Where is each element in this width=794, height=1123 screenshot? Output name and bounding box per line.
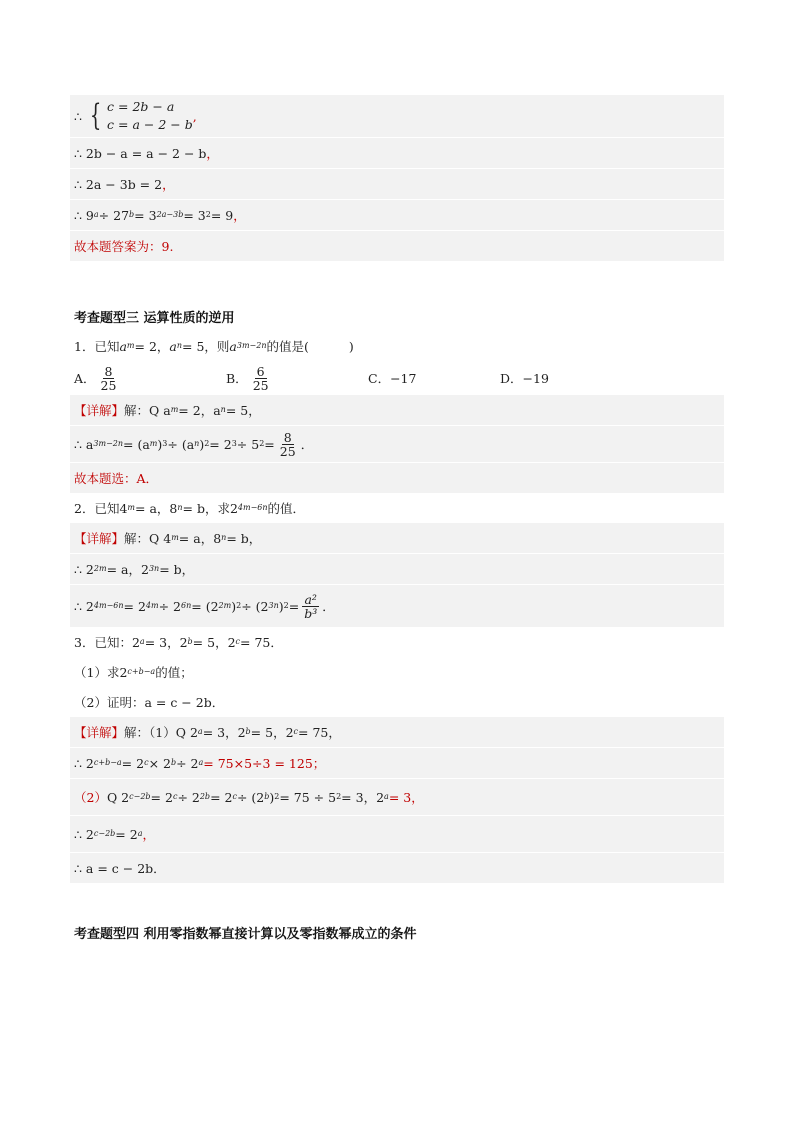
q1-ask: 的值是(: [266, 339, 309, 354]
system-row-1: c = 2b − a: [107, 99, 175, 114]
q1-calc-end2: ÷ 5: [236, 436, 260, 452]
q3-line3-rest: = 2: [150, 789, 173, 805]
q1-detail-tag: 【详解】: [74, 403, 125, 418]
q3-mid: = 3，2: [144, 635, 188, 650]
q3-line3-start: Q 2: [106, 789, 130, 805]
solution-line-3: ∴ 9 a ÷ 27 b = 3 2a−3b = 3 2 = 9 ，: [70, 199, 724, 230]
answer-line: 故本题答案为：9.: [70, 230, 724, 261]
q3-solution: [70, 717, 724, 883]
q2-solution: [70, 523, 724, 627]
option-c-label: C．: [368, 371, 391, 386]
q2-line2-start: ∴ 2: [74, 561, 94, 577]
q1-close: ): [348, 338, 354, 354]
q1-detail: 【详解】 解：Q a m = 2，a n = 5，: [74, 403, 261, 418]
q3-end: = 75．: [240, 635, 283, 650]
option-d-text: −19: [522, 370, 549, 386]
q2-end: 的值．: [267, 501, 306, 516]
q2-line2: ∴ 2 2m = a，2 3n = b，: [70, 553, 724, 584]
option-b-den: 25: [252, 377, 269, 393]
q1-calc-mid2: ): [157, 436, 163, 452]
line3-final: = 9: [210, 207, 234, 223]
q1-detail-rest: = 2，a: [178, 403, 221, 418]
q2-line3: ∴ 2 4m−6n = 2 4m ÷ 2 6n = (2 2m ) 2 ÷ (2 3n ) 2 = $\frac{\text{a²}}{\text{b³}}$ ．: [70, 584, 724, 627]
q3-line2-rest4: = 75×5÷3 = 125；: [203, 756, 326, 771]
solution-block-top: [70, 95, 724, 261]
q1-calc-start: ∴ a: [74, 436, 94, 452]
q1-calc-mid4: ): [199, 436, 205, 452]
q3-detail-rest: = 3，2: [202, 725, 246, 740]
solution-line-1-text: ∴ 2b − a = a − 2 − b: [74, 145, 207, 161]
q1-cond: = 2，: [134, 339, 170, 354]
q1-calc-den: 25: [279, 443, 296, 459]
solution-line-1: ∴ 2b − a = a − 2 − b ，: [70, 137, 724, 168]
q1-stem: 1．已知 a m = 2， a n = 5，则 a 3m−2n 的值是( ): [74, 338, 354, 354]
line3-eq1: = 3: [134, 207, 157, 223]
option-b[interactable]: [226, 365, 368, 392]
q3-line4-start: ∴ 2: [74, 826, 94, 842]
q2-line3-rest: = 2: [123, 598, 146, 614]
q1-detail-text: 解：Q a: [124, 403, 171, 418]
q3-sub1-end: 的值；: [155, 665, 193, 680]
option-d-label: D．: [500, 371, 523, 386]
option-b-label: B．: [226, 371, 248, 386]
q3-line5: ∴ a = c − 2b．: [70, 852, 724, 883]
q3-line3-rest8: = 3，: [388, 790, 424, 805]
option-a-den: 25: [100, 377, 117, 393]
q3-line2-start: ∴ 2: [74, 755, 94, 771]
q2-detail-text: 解：Q 4: [124, 531, 172, 546]
q3-line2-rest2: × 2: [148, 755, 171, 771]
option-a-label: A．: [74, 371, 96, 386]
solution-line-2-text: ∴ 2a − 3b = 2: [74, 176, 163, 192]
option-c[interactable]: [368, 369, 500, 387]
q3-line3-rest6: = 75 ÷ 5: [279, 789, 337, 805]
q2-line3-rest5: ÷ (2: [241, 598, 269, 614]
q1-prefix: 1．已知: [74, 339, 120, 354]
q2-stem: 2．已知4 m = a，8 n = b，求2 4m−6n 的值．: [74, 501, 306, 516]
q3-line3-rest7: = 3，2: [341, 790, 385, 805]
solution-line-2: ∴ 2a − 3b = 2 ，: [70, 168, 724, 199]
section-3-title: 考查题型三 运算性质的逆用: [74, 310, 235, 326]
q3-line4: ∴ 2 c−2b = 2 a ，: [70, 815, 724, 852]
q1-choice: 故本题选：A．: [70, 462, 724, 493]
q2-line3-rest6: ): [278, 598, 284, 614]
q2-detail-tag: 【详解】: [74, 531, 125, 546]
q3-detail-rest3: = 75，: [298, 725, 341, 740]
q3-detail-tag: 【详解】: [74, 725, 125, 740]
q3-line3-rest2: ÷ 2: [177, 789, 200, 805]
q3-mid2: = 5，2: [192, 635, 236, 650]
q3-line4-rest: = 2: [115, 826, 138, 842]
q3-detail: 【详解】 解：（1）Q 2 a = 3，2 b = 5，2 c = 75，: [74, 725, 341, 740]
q1-calc-mid: = (a: [123, 436, 150, 452]
q3-detail-text: 解：（1）Q 2: [124, 725, 198, 740]
line3-mid: ÷ 27: [98, 207, 130, 223]
q2-line3-rest3: = (2: [191, 598, 219, 614]
q2-prefix: 2．已知4: [74, 501, 128, 516]
q1-calc-num: 8: [283, 429, 292, 445]
q3-sub1: （1）求2 c+b−a 的值；: [74, 665, 193, 680]
option-a-num: 8: [104, 363, 113, 379]
q2-line3-start: ∴ 2: [74, 598, 94, 614]
q2-line3-rest7: =: [288, 598, 300, 614]
option-c-text: −17: [390, 370, 417, 386]
q3-line3-rest5: ): [269, 789, 275, 805]
q3-line4-end: ，: [142, 827, 155, 842]
option-b-num: 6: [256, 363, 265, 379]
q2-frac-den: b³: [304, 605, 318, 621]
q3-line2-rest: = 2: [121, 755, 145, 771]
q2-line2-rest: = a，2: [106, 562, 149, 577]
q2-mid: = a，8: [135, 501, 178, 516]
q3-line2-rest3: ÷ 2: [176, 755, 199, 771]
section-4-title: 考查题型四 利用零指数幂直接计算以及零指数幂成立的条件: [74, 926, 417, 942]
option-d[interactable]: [500, 369, 549, 387]
q1-calc-end3: =: [264, 436, 275, 452]
q2-detail: 【详解】 解：Q 4 m = a，8 n = b，: [74, 531, 262, 546]
q3-line3-rest3: = 2: [210, 789, 233, 805]
line3-end: = 3: [183, 207, 206, 223]
q3-line3-rest4: ÷ (2: [236, 789, 265, 805]
q1-options: [70, 361, 724, 395]
q3-line3: （2） Q 2 c−2b = 2 c ÷ 2 2b = 2 c ÷ (2 b ) 2 = 75 ÷ 5 2 = 3，2 a = 3，: [70, 778, 724, 815]
system-row-2: c = a − 2 − b: [107, 117, 193, 132]
q1-calc-mid3: ÷ (a: [167, 436, 195, 452]
q1-solution: [70, 395, 724, 493]
q1-detail-rest2: = 5，: [225, 403, 261, 418]
equation-system: { c = 2b − a c = a − 2 − b: [89, 98, 193, 133]
q2-line3-rest2: ÷ 2: [158, 598, 182, 614]
q3-stem: 3．已知：2 a = 3，2 b = 5，2 c = 75．: [74, 635, 283, 650]
equation-system-line: ∴ { c = 2b − a c = a − 2 − b ,: [74, 98, 197, 133]
q1-calc-end: = 2: [209, 436, 232, 452]
q3-sub2: （2）证明：a = c − 2b．: [74, 695, 225, 710]
q2-mid2: = b，求2: [182, 501, 238, 516]
option-a[interactable]: [74, 365, 226, 392]
q3-line2: ∴ 2 c+b−a = 2 c × 2 b ÷ 2 a = 75×5÷3 = 125；: [70, 747, 724, 778]
q3-line3-tag: （2）: [74, 790, 107, 805]
q1-calc: ∴ a 3m−2n = (a m ) 3 ÷ (a n ) 2 = 2 3 ÷ 5 2 = $\frac{8}{25}$ ．: [70, 425, 724, 462]
line3-base: ∴ 9: [74, 207, 94, 223]
q2-detail-rest: = a，8: [178, 531, 222, 546]
page-content: [70, 95, 724, 947]
q3-sub1-text: （1）求2: [74, 665, 128, 680]
q2-frac-num: a²: [304, 591, 317, 607]
q1-cond2: = 5，则: [182, 339, 230, 354]
q3-detail-rest2: = 5，2: [250, 725, 294, 740]
q2-line2-rest2: = b，: [159, 562, 195, 577]
q2-detail-rest2: = b，: [226, 531, 262, 546]
q3-prefix: 3．已知：2: [74, 635, 140, 650]
q2-line3-rest4: ): [231, 598, 237, 614]
